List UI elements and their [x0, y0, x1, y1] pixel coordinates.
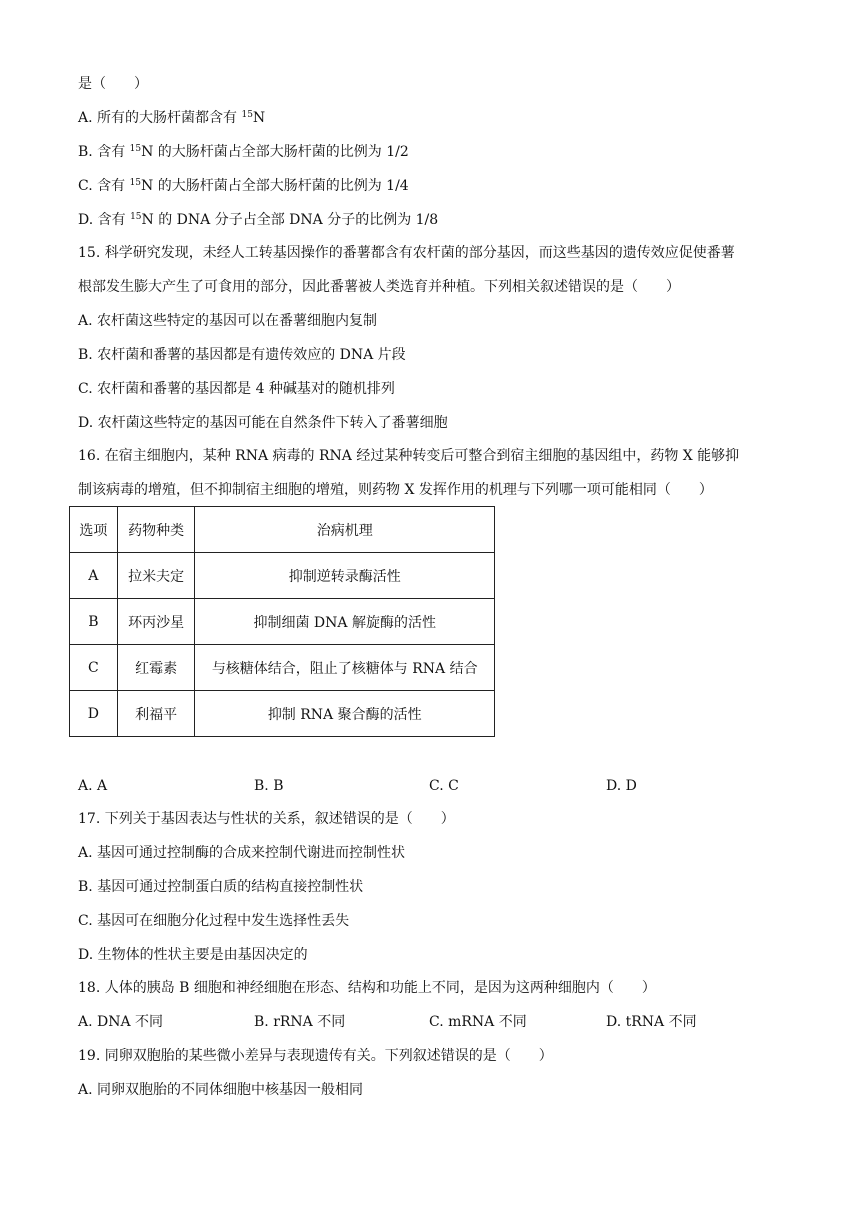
table-row	[70, 599, 495, 645]
table-cell: 环丙沙星	[117, 599, 195, 645]
drug-table	[69, 506, 495, 737]
q14d-text-end: N 的 DNA 分子占全部 DNA 分子的比例为 1/8	[141, 212, 439, 228]
table-cell: 与核糖体结合，阻止了核糖体与 RNA 结合	[195, 645, 495, 691]
q17-option-d: D. 生物体的性状主要是由基因决定的	[78, 947, 308, 963]
table-row	[70, 553, 495, 599]
q15-option-c: C. 农杆菌和番薯的基因都是 4 种碱基对的随机排列	[78, 381, 395, 397]
q17-option-b: B. 基因可通过控制蛋白质的结构直接控制性状	[78, 879, 364, 895]
q15-option-b: B. 农杆菌和番薯的基因都是有遗传效应的 DNA 片段	[78, 347, 406, 363]
q14-option-b	[78, 142, 409, 162]
q14c-text: C. 含有	[78, 178, 130, 194]
q15-option-a: A. 农杆菌这些特定的基因可以在番薯细胞内复制	[78, 313, 378, 329]
q15-option-d: D. 农杆菌这些特定的基因可能在自然条件下转入了番薯细胞	[78, 415, 448, 431]
q14-option-a	[78, 108, 265, 128]
table-cell: 利福平	[117, 691, 195, 737]
q16-option-a: A. A	[78, 778, 108, 794]
q17-option-a: A. 基因可通过控制酶的合成来控制代谢进而控制性状	[78, 845, 406, 861]
q15-stem-line-2: 根部发生膨大产生了可食用的部分，因此番薯被人类选育并种植。下列相关叙述错误的是（ ）	[78, 279, 680, 295]
q15-stem-line-1: 15. 科学研究发现，未经人工转基因操作的番薯都含有农杆菌的部分基因，而这些基因的遗传效应促使番薯	[78, 245, 735, 261]
q14-option-d	[78, 210, 438, 230]
q16-option-b: B. B	[254, 778, 284, 794]
table-row	[70, 645, 495, 691]
q14a-text-end: N	[252, 110, 266, 126]
q14d-text: D. 含有	[78, 212, 131, 228]
q19-stem: 19. 同卵双胞胎的某些微小差异与表现遗传有关。下列叙述错误的是（ ）	[78, 1048, 553, 1064]
table-cell: B	[70, 599, 118, 645]
q14b-sup: 15	[129, 144, 142, 154]
q16-stem-line-1: 16. 在宿主细胞内，某种 RNA 病毒的 RNA 经过某种转变后可整合到宿主细胞的基因组中，药物 X 能够抑	[78, 448, 740, 464]
q14a-sup: 15	[241, 110, 253, 120]
q14a-text: A. 所有的大肠杆菌都含有	[78, 110, 242, 126]
q19-option-a: A. 同卵双胞胎的不同体细胞中核基因一般相同	[78, 1082, 364, 1098]
q18-option-c: C. mRNA 不同	[429, 1014, 527, 1030]
q16-option-c: C. C	[429, 778, 459, 794]
q14b-text-end: N 的大肠杆菌占全部大肠杆菌的比例为 1/2	[141, 144, 409, 160]
q14c-text-end: N 的大肠杆菌占全部大肠杆菌的比例为 1/4	[141, 178, 409, 194]
header-mechanism: 治病机理	[195, 507, 495, 553]
q17-option-c: C. 基因可在细胞分化过程中发生选择性丢失	[78, 913, 350, 929]
table-cell: 红霉素	[117, 645, 195, 691]
table-cell: D	[70, 691, 118, 737]
table-cell: 抑制逆转录酶活性	[195, 553, 495, 599]
q14c-sup: 15	[129, 178, 142, 188]
table-cell: 抑制细菌 DNA 解旋酶的活性	[195, 599, 495, 645]
q16-stem-line-2: 制该病毒的增殖，但不抑制宿主细胞的增殖，则药物 X 发挥作用的机理与下列哪一项可能相同（ ）	[78, 482, 713, 498]
q17-stem: 17. 下列关于基因表达与性状的关系，叙述错误的是（ ）	[78, 811, 455, 827]
table-cell: C	[70, 645, 118, 691]
q18-option-b: B. rRNA 不同	[254, 1014, 346, 1030]
header-option: 选项	[70, 507, 118, 553]
q16-option-d: D. D	[606, 778, 637, 794]
table-cell: A	[70, 553, 118, 599]
table-cell: 拉米夫定	[117, 553, 195, 599]
q18-stem: 18. 人体的胰岛 B 细胞和神经细胞在形态、结构和功能上不同，是因为这两种细胞内（ ）	[78, 980, 656, 996]
q14d-sup: 15	[130, 212, 142, 222]
table-header-row	[70, 507, 495, 553]
q18-option-a: A. DNA 不同	[78, 1014, 164, 1030]
header-drug: 药物种类	[117, 507, 195, 553]
q14-option-c	[78, 176, 409, 196]
table-cell: 抑制 RNA 聚合酶的活性	[195, 691, 495, 737]
q18-option-d: D. tRNA 不同	[606, 1014, 697, 1030]
q14b-text: B. 含有	[78, 144, 130, 160]
table-row	[70, 691, 495, 737]
q14-stem-tail: 是（ ）	[78, 76, 148, 92]
